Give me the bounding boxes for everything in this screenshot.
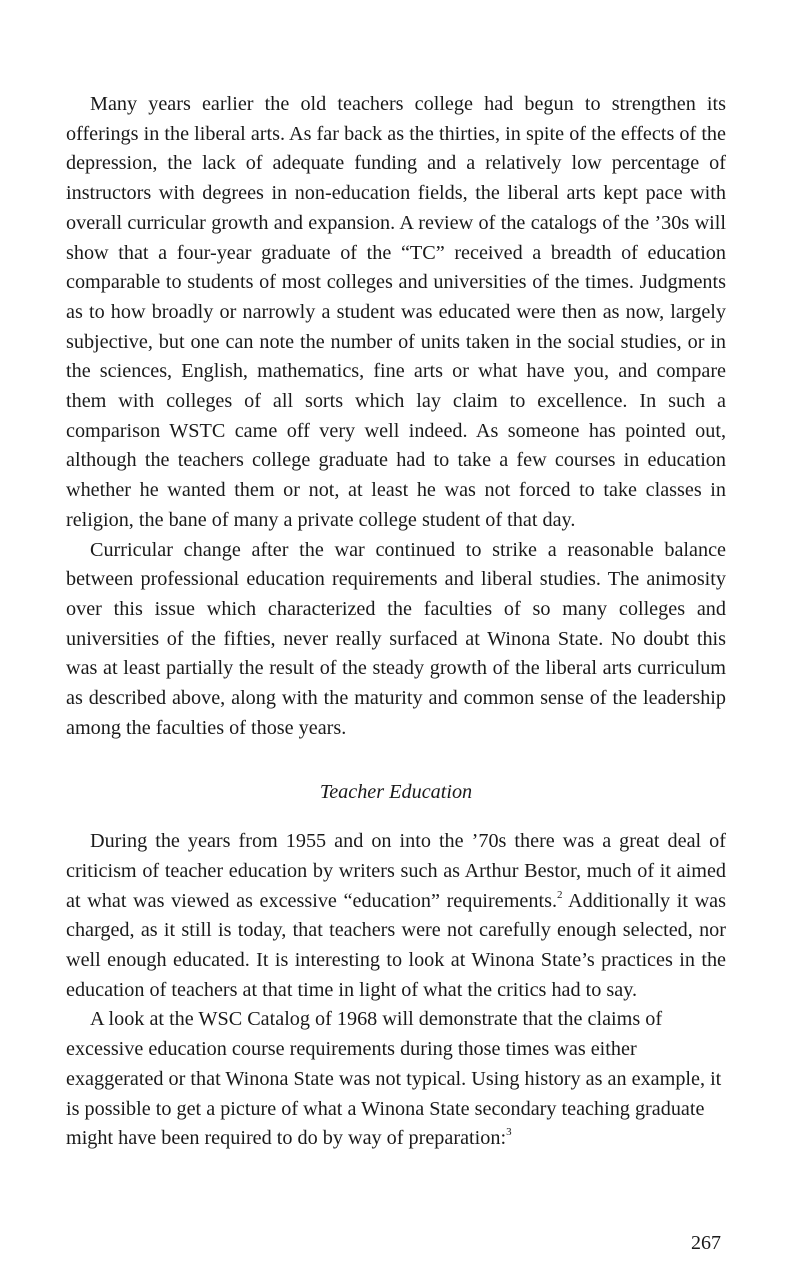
- paragraph-liberal-arts-history: Many years earlier the old teachers college had begun to strengthen its offerings in the liberal arts. As far back as the thirties, in spite of the effects of the depression, the lack of adequate funding and a relatively low percentage of instructors with degrees in non-education fields, the liberal arts kept pace with overall curricular growth and expansion. A review of the catalogs of the ’30s will show that a four-year graduate of the “TC” received a breadth of education comparable to students of most colleges and universities of the times. Judgments as to how broadly or narrowly a student was educated were then as now, largely subjective, but one can note the number of units taken in the social studies, or in the sciences, English, mathematics, fine arts or what have you, and compare them with colleges of all sorts which lay claim to excellence. In such a comparison WSTC came off very well indeed. As someone has pointed out, although the teachers college graduate had to take a few courses in education whether he wanted them or not, at least he was not forced to take classes in religion, the bane of many a private college student of that day.: [66, 93, 726, 531]
- paragraph-wsc-catalog: [66, 1005, 726, 1154]
- page-body: [66, 90, 726, 1154]
- page-number: 267: [691, 1232, 721, 1254]
- paragraph-text: A look at the WSC Catalog of 1968 will demonstrate that the claims of excessive education course requirements during those times was either exaggerated or that Winona State was not typical. Using history as an example, it is possible to get a picture of what a Winona State secondary teaching graduate might have been required to do by way of preparation:: [66, 1008, 722, 1150]
- section-heading: Teacher Education: [319, 781, 473, 804]
- paragraph-text: Additionally it was charged, as it still is today, that teachers were not carefully enough selected, nor well enough educated. It is interesting to look at Winona State’s practices in the education of teachers at that time in light of what the critics had to say.: [66, 889, 726, 1001]
- footnote-marker: 2: [557, 888, 563, 901]
- paragraph-text: During the years from 1955 and on into the ’70s there was a great deal of criticism of teacher education by writers such as Arthur Bestor, much of it aimed at what was viewed as excessive “education” requirements.: [66, 830, 726, 912]
- paragraph-teacher-education-criticism: [66, 827, 726, 1005]
- footnote-marker: 3: [506, 1126, 512, 1139]
- paragraph-curricular-change: Curricular change after the war continued to strike a reasonable balance between professional education requirements and liberal studies. The animosity over this issue which characterized the faculties of so many colleges and universities of the fifties, never really surfaced at Winona State. No doubt this was at least partially the result of the steady growth of the liberal arts curriculum as described above, along with the maturity and common sense of the leadership among the faculties of those years.: [66, 538, 726, 739]
